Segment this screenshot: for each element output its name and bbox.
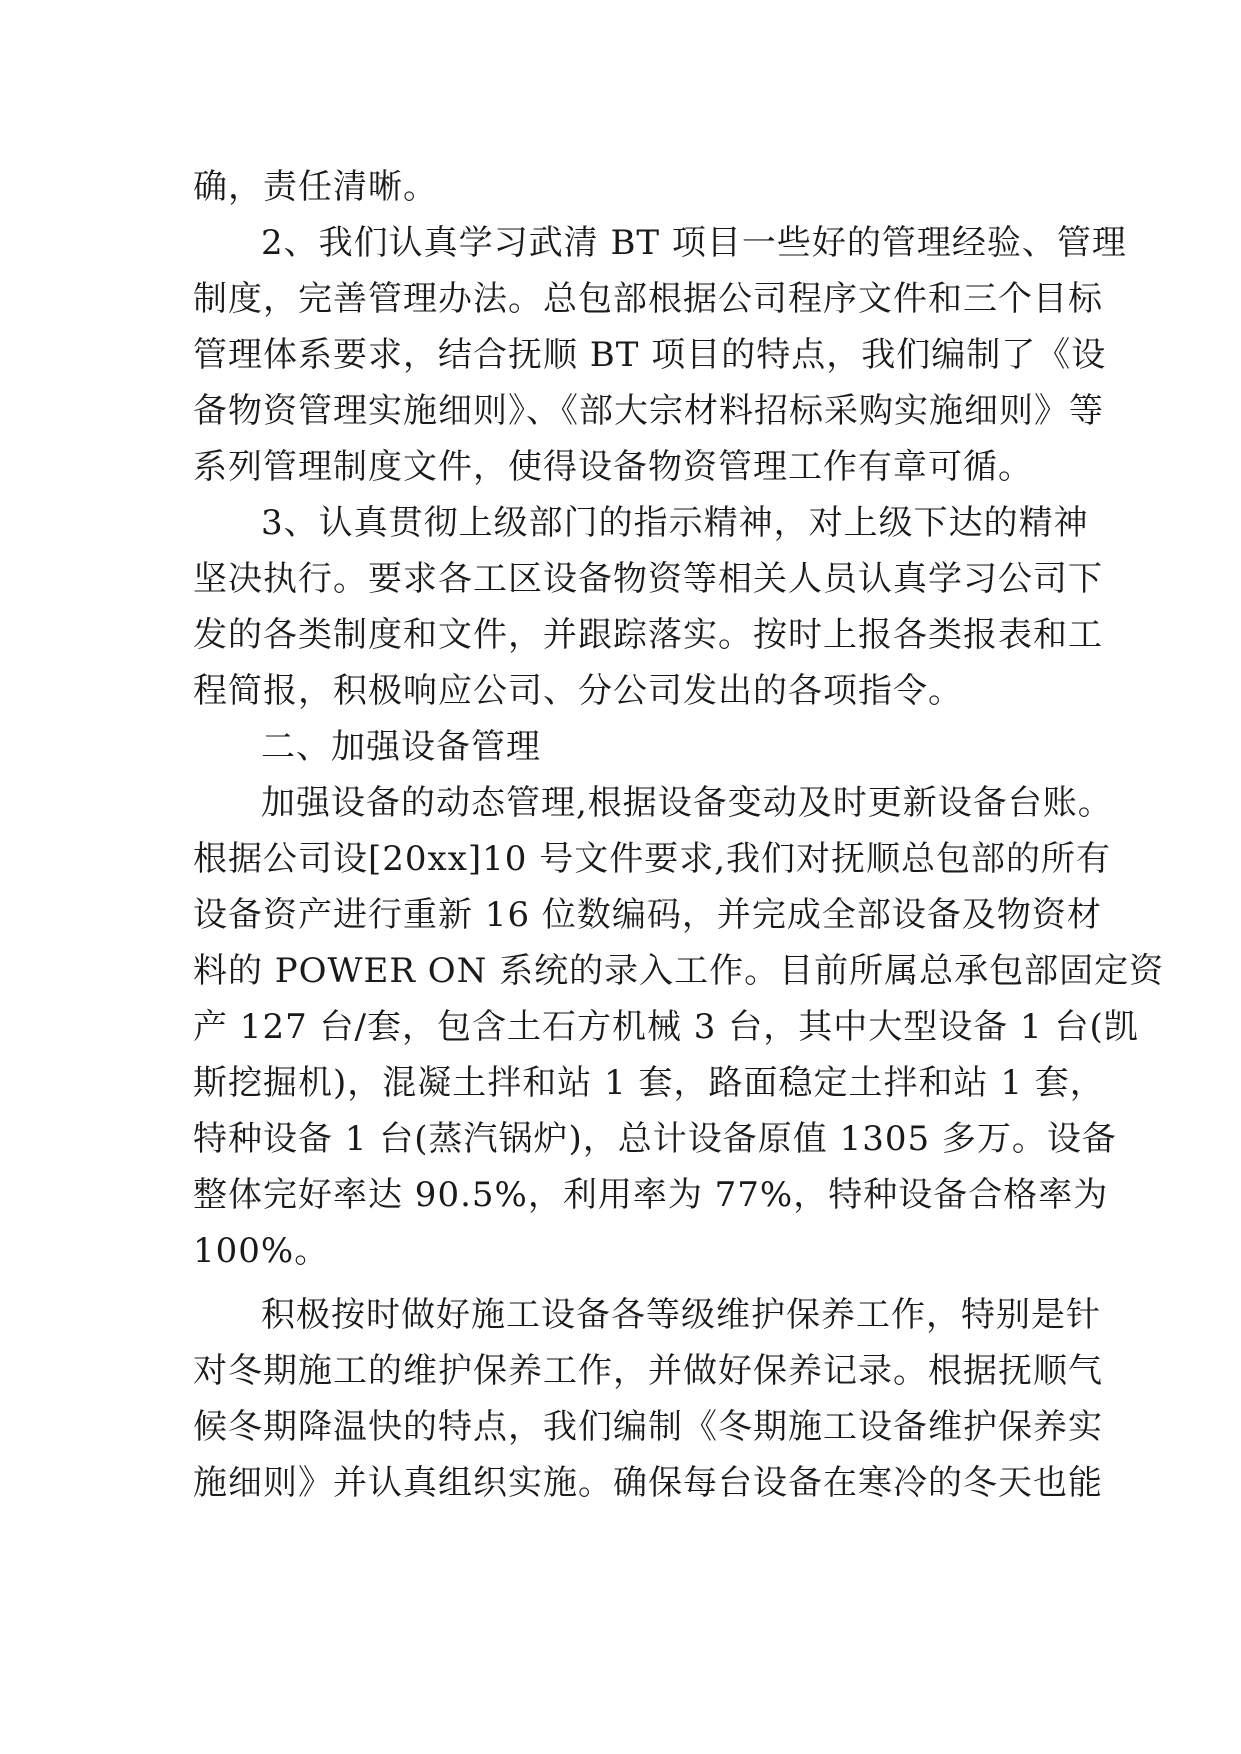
text-line: 根据公司设[20xx]10 号文件要求,我们对抚顺总包部的所有 [193, 839, 1112, 879]
paragraph-2-start: 2、我们认真学习武清 BT 项目一些好的管理经验、管理 [261, 223, 1127, 263]
paragraph-start: 积极按时做好施工设备各等级维护保养工作，特别是针 [261, 1295, 1101, 1335]
text-line: 料的 POWER ON 系统的录入工作。目前所属总承包部固定资 [193, 951, 1165, 991]
text-line: 程简报，积极响应公司、分公司发出的各项指令。 [193, 671, 963, 711]
text-line: 产 127 台/套，包含土石方机械 3 台，其中大型设备 1 台(凯 [193, 1007, 1139, 1047]
paragraph-start: 加强设备的动态管理,根据设备变动及时更新设备台账。 [261, 783, 1113, 823]
text-line: 对冬期施工的维护保养工作，并做好保养记录。根据抚顺气 [193, 1351, 1103, 1391]
text-line: 发的各类制度和文件，并跟踪落实。按时上报各类报表和工 [193, 615, 1103, 655]
paragraph-3-start: 3、认真贯彻上级部门的指示精神，对上级下达的精神 [261, 503, 1089, 543]
text-line: 施细则》并认真组织实施。确保每台设备在寒冷的冬天也能 [193, 1463, 1103, 1503]
text-line: 斯挖掘机)，混凝土拌和站 1 套，路面稳定土拌和站 1 套， [193, 1063, 1105, 1103]
text-line: 特种设备 1 台(蒸汽锅炉)，总计设备原值 1305 多万。设备 [193, 1119, 1117, 1159]
text-line: 确，责任清晰。 [193, 167, 438, 207]
text-line: 管理体系要求，结合抚顺 BT 项目的特点，我们编制了《设 [193, 335, 1107, 375]
text-line: 制度，完善管理办法。总包部根据公司程序文件和三个目标 [193, 279, 1103, 319]
text-line: 100%。 [193, 1231, 330, 1271]
text-line: 系列管理制度文件，使得设备物资管理工作有章可循。 [193, 447, 1033, 487]
text-line: 整体完好率达 90.5%，利用率为 77%，特种设备合格率为 [193, 1175, 1109, 1215]
text-line: 设备资产进行重新 16 位数编码，并完成全部设备及物资材 [193, 895, 1102, 935]
text-line: 候冬期降温快的特点，我们编制《冬期施工设备维护保养实 [193, 1407, 1103, 1447]
text-line: 备物资管理实施细则》、《部大宗材料招标采购实施细则》等 [193, 391, 1104, 431]
text-line: 坚决执行。要求各工区设备物资等相关人员认真学习公司下 [193, 559, 1103, 599]
section-heading: 二、加强设备管理 [261, 727, 541, 767]
